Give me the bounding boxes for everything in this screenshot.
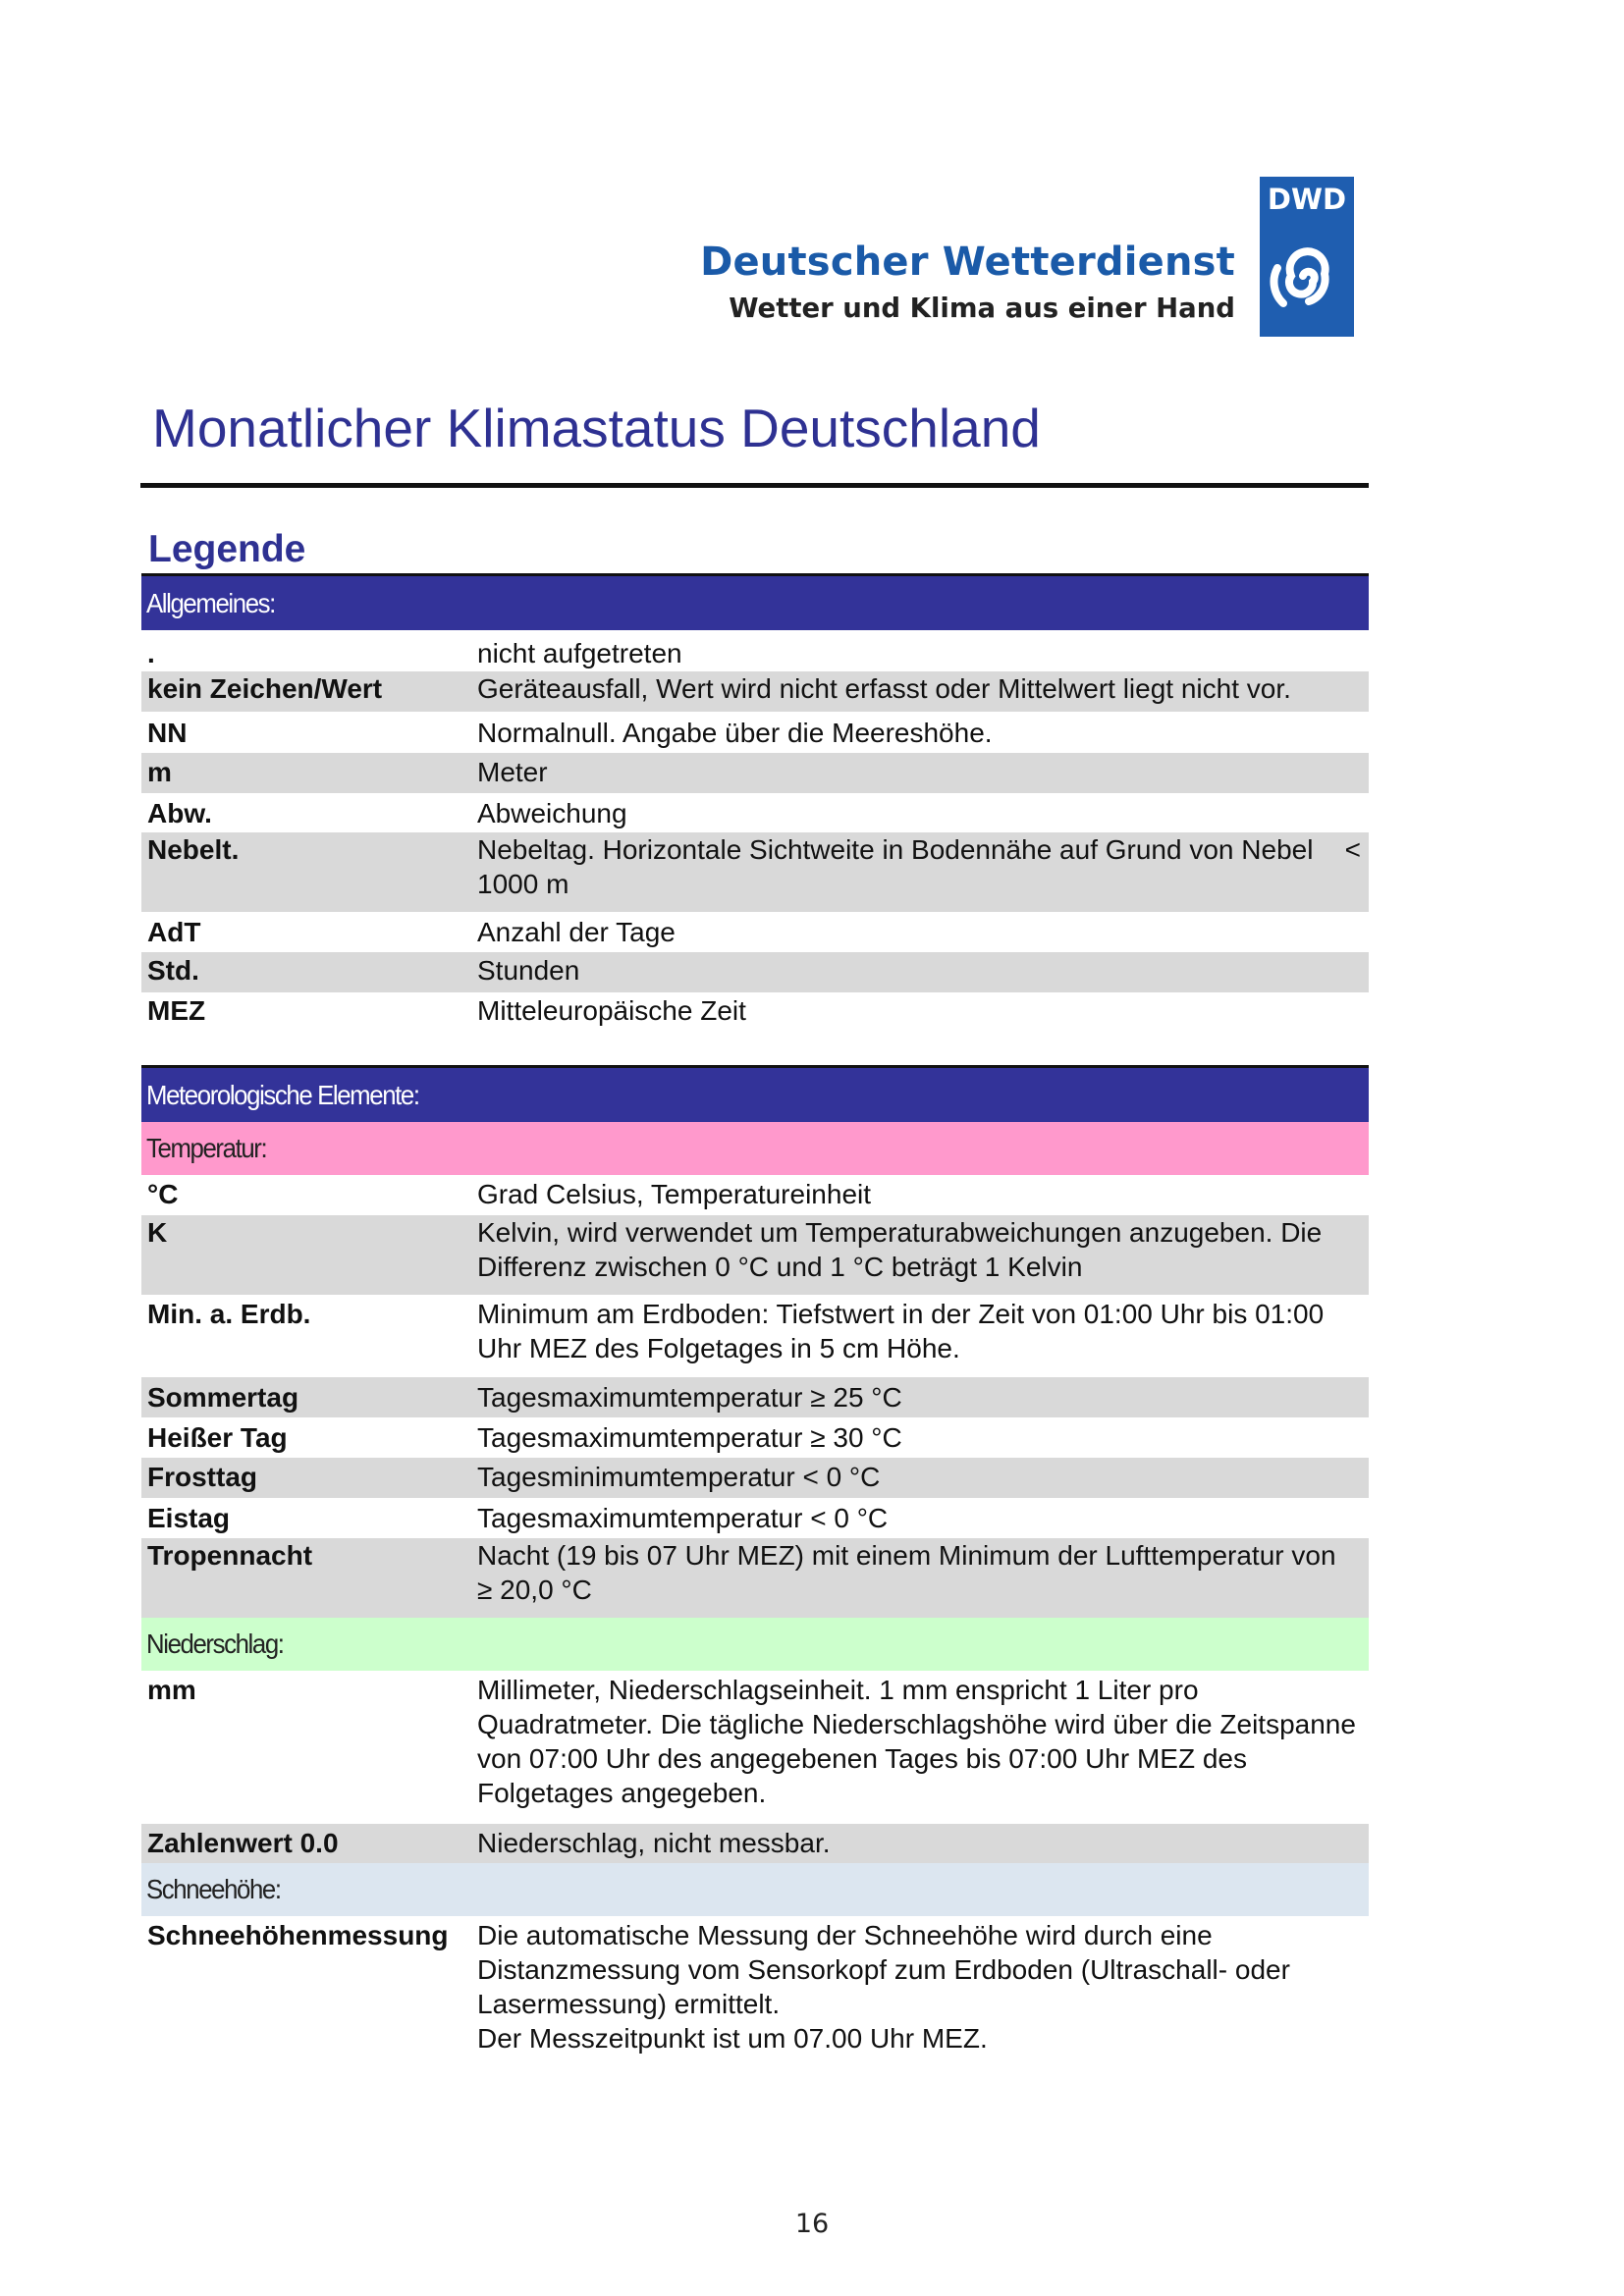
- table-header: Allgemeines:: [141, 576, 1369, 630]
- description-cell: Anzahl der Tage: [477, 917, 676, 947]
- description-line: Die automatische Messung der Schneehöhe wird durch eine: [477, 1920, 1213, 1950]
- table-row: [141, 793, 1369, 832]
- term-cell: Eistag: [147, 1503, 231, 1533]
- description-line: Folgetages angegeben.: [477, 1778, 767, 1808]
- table-row: [141, 671, 1369, 712]
- term-cell: Heißer Tag: [147, 1422, 288, 1453]
- table-header: Meteorologische Elemente:: [141, 1068, 1369, 1122]
- term-cell: Sommertag: [147, 1382, 299, 1413]
- description-cell: Geräteausfall, Wert wird nicht erfasst oder Mittelwert liegt nicht vor.: [477, 673, 1291, 704]
- description-line: ≥ 20,0 °C: [477, 1575, 592, 1605]
- description-cell: [477, 1297, 1369, 1377]
- general-legend-table: [141, 573, 1369, 1033]
- meteorological-legend-table: [141, 1065, 1369, 2065]
- term-cell: MEZ: [147, 995, 206, 1026]
- description-line: Der Messzeitpunkt ist um 07.00 Uhr MEZ.: [477, 2023, 988, 2054]
- category-precipitation: Niederschlag:: [141, 1618, 1369, 1671]
- description-cell: Niederschlag, nicht messbar.: [477, 1828, 831, 1858]
- description-line: <: [1344, 834, 1361, 865]
- description-line: Nebeltag. Horizontale Sichtweite in Bodennähe auf Grund von Nebel: [477, 834, 1314, 865]
- table-row: [141, 1417, 1369, 1458]
- title-divider: [140, 483, 1369, 488]
- org-tagline: Wetter und Klima aus einer Hand: [729, 293, 1235, 324]
- description-line: Differenz zwischen 0 °C und 1 °C beträgt 1 Kelvin: [477, 1252, 1083, 1282]
- description-cell: [477, 1538, 1369, 1618]
- table-row: [141, 1175, 1369, 1215]
- description-line: Uhr MEZ des Folgetages in 5 cm Höhe.: [477, 1333, 960, 1363]
- category-temperature: Temperatur:: [141, 1122, 1369, 1175]
- description-line: Lasermessung) ermittelt.: [477, 1989, 781, 2019]
- table-row: [141, 712, 1369, 753]
- table-row: [141, 630, 1369, 671]
- description-cell: Tagesminimumtemperatur < 0 °C: [477, 1462, 881, 1492]
- term-cell: Zahlenwert 0.0: [147, 1828, 339, 1858]
- logo-abbreviation: DWD: [1267, 183, 1347, 216]
- term-cell: .: [147, 638, 155, 668]
- description-cell: Tagesmaximumtemperatur < 0 °C: [477, 1503, 889, 1533]
- table-row: [141, 1916, 1369, 2065]
- page-title: Monatlicher Klimastatus Deutschland: [152, 398, 1041, 458]
- table-row: [141, 1215, 1369, 1295]
- term-cell: mm: [147, 1675, 196, 1705]
- table-row: [141, 1671, 1369, 1824]
- table-row: [141, 912, 1369, 952]
- description-cell: Tagesmaximumtemperatur ≥ 30 °C: [477, 1422, 902, 1453]
- description-line: Kelvin, wird verwendet um Temperaturabweichungen anzugeben. Die: [477, 1217, 1323, 1248]
- table-row: [141, 1377, 1369, 1417]
- term-cell: Schneehöhenmessung: [147, 1920, 449, 1950]
- description-cell: Mitteleuropäische Zeit: [477, 995, 746, 1026]
- description-cell: Abweichung: [477, 798, 627, 828]
- org-name: Deutscher Wetterdienst: [700, 240, 1235, 285]
- term-cell: Min. a. Erdb.: [147, 1299, 311, 1329]
- description-cell: Meter: [477, 757, 548, 787]
- table-row: [141, 753, 1369, 793]
- description-cell: [477, 1215, 1369, 1295]
- description-line: Nacht (19 bis 07 Uhr MEZ) mit einem Minimum der Lufttemperatur von: [477, 1540, 1336, 1571]
- term-cell: NN: [147, 718, 188, 748]
- description-cell: Tagesmaximumtemperatur ≥ 25 °C: [477, 1382, 902, 1413]
- term-cell: Nebelt.: [147, 834, 240, 865]
- description-cell: nicht aufgetreten: [477, 638, 682, 668]
- term-cell: Frosttag: [147, 1462, 257, 1492]
- category-snow-depth: Schneehöhe:: [141, 1863, 1369, 1916]
- description-cell: Stunden: [477, 955, 580, 986]
- term-cell: Std.: [147, 955, 199, 986]
- description-line: Minimum am Erdboden: Tiefstwert in der Zeit von 01:00 Uhr bis 01:00: [477, 1299, 1325, 1329]
- term-cell: kein Zeichen/Wert: [147, 673, 383, 704]
- term-cell: Tropennacht: [147, 1540, 313, 1571]
- table-row: [141, 1538, 1369, 1618]
- description-cell: [477, 1673, 1369, 1824]
- term-cell: AdT: [147, 917, 201, 947]
- description-cell: Grad Celsius, Temperatureinheit: [477, 1179, 872, 1209]
- header-logo: [0, 0, 1624, 353]
- description-cell: [477, 1918, 1369, 2065]
- description-cell: [477, 832, 1369, 912]
- dwd-spiral-icon: [1270, 229, 1344, 327]
- description-line: Distanzmessung vom Sensorkopf zum Erdboden (Ultraschall- oder: [477, 1954, 1290, 1985]
- description-line: 1000 m: [477, 869, 569, 899]
- table-row: [141, 952, 1369, 992]
- term-cell: m: [147, 757, 172, 787]
- table-row: [141, 1295, 1369, 1377]
- table-row: [141, 992, 1369, 1033]
- term-cell: °C: [147, 1179, 179, 1209]
- description-line: Quadratmeter. Die tägliche Niederschlagshöhe wird über die Zeitspanne: [477, 1709, 1356, 1739]
- dwd-logo: [1260, 177, 1354, 337]
- description-line: von 07:00 Uhr des angegebenen Tages bis 07:00 Uhr MEZ des: [477, 1743, 1247, 1774]
- page-number: 16: [794, 2209, 830, 2239]
- description-cell: Normalnull. Angabe über die Meereshöhe.: [477, 718, 993, 748]
- term-cell: Abw.: [147, 798, 212, 828]
- table-row: [141, 832, 1369, 912]
- description-line: Millimeter, Niederschlagseinheit. 1 mm enspricht 1 Liter pro: [477, 1675, 1199, 1705]
- table-row: [141, 1458, 1369, 1498]
- term-cell: K: [147, 1217, 168, 1248]
- table-row: [141, 1498, 1369, 1538]
- section-heading: Legende: [148, 528, 306, 570]
- table-row: [141, 1824, 1369, 1863]
